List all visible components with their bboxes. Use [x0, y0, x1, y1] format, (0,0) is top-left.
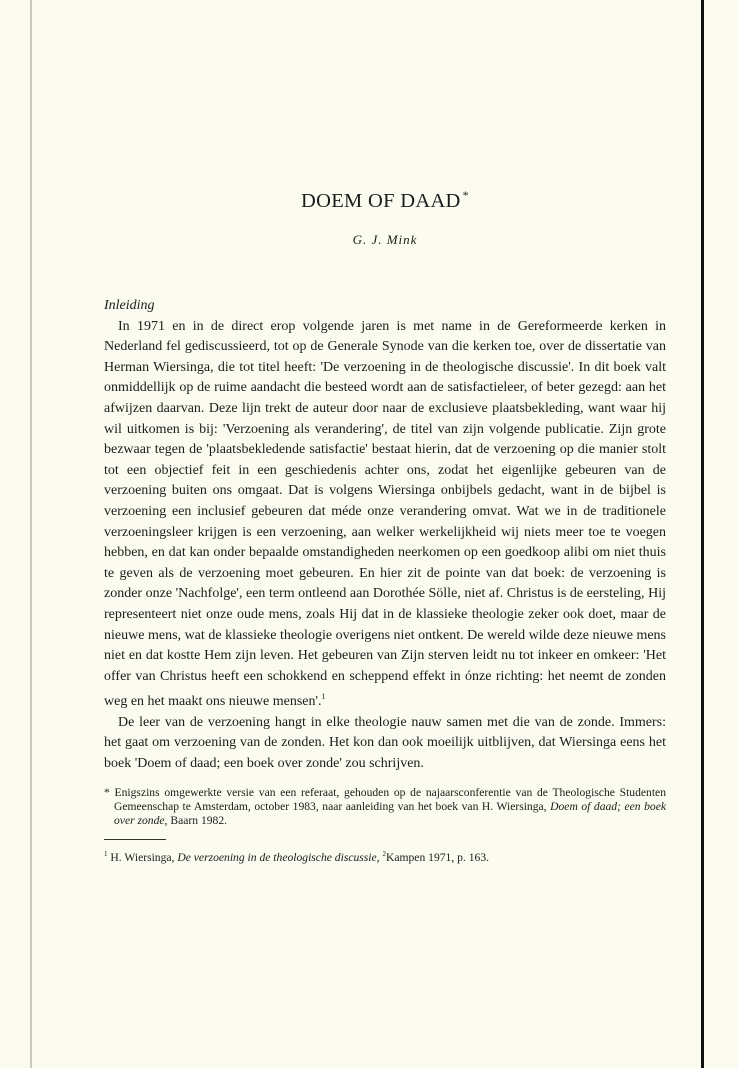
- footnote-edition: 2: [382, 850, 386, 859]
- footnote-number: 1: [104, 850, 108, 859]
- article-title: DOEM OF DAAD *: [301, 188, 469, 212]
- footnote-divider: [104, 839, 166, 840]
- footnote-ref-1: 1: [321, 692, 326, 702]
- footnote-1: $^1$ H. Wiersinga, De verzoening in de theologische discussie, $^2$Kampen 1971, p. 163.: [104, 850, 490, 865]
- document-page: [104, 188, 666, 865]
- title-footnote-mark: *: [462, 188, 469, 202]
- asterisk-note: * Enigszins omgewerkte versie van een referaat, gehouden op de najaarsconferentie van de Theologische Studenten Gemeenschap te Amsterdam, october 1983, naar aanleiding van het boek van H. Wiersinga, Doem of daad; een boek over zonde, Baarn 1982.: [104, 785, 666, 828]
- asterisk-note-book-title: Doem of daad; een boek over zonde,: [114, 799, 666, 828]
- asterisk-mark: *: [104, 785, 110, 799]
- section-heading: Inleiding: [104, 298, 155, 313]
- author-name: G. J. Mink: [352, 232, 418, 247]
- body-paragraph-2: De leer van de verzoening hangt in elke theologie nauw samen met die van de zonde. Immers: het gaat om verzoening van de zonden. Het kon dan ook moeilijk uitblijven, dat Wiersinga eens het boek 'Doem of daad; een boek over zonde' zou schrijven.: [104, 714, 666, 772]
- footnote-book-title: De verzoening in de theologische discussie,: [177, 851, 380, 865]
- page-right-edge: [701, 0, 704, 1068]
- body-paragraph-1: In 1971 en in de direct erop volgende jaren is met name in de Gereformeerde kerken in Nederland fel gediscussieerd, tot op de Generale Synode van die kerken toe, over de dissertatie van Herman Wiersinga, die tot titel heeft: 'De verzoening in de theologische discussie'. In dit boek valt onmiddellijk op de ruime aandacht die besteed wordt aan de satisfactieleer, of beter gezegd: aan het afwijzen daarvan. Deze lijn trekt de auteur door naar de exclusieve plaatsbekleding, want waar hij wil uitkomen is bij: 'Verzoening als verandering', de titel van zijn volgende publicatie. Zijn grote bezwaar tegen de 'plaatsbekledende satisfactie' bestaat hierin, dat de verzoening op die manier stolt tot een objectief feit in een geschiedenis achter ons, zodat het eigenlijke gebeuren van de verzoening buiten ons omgaat. Dat is volgens Wiersinga onbijbels gedacht, want in de bijbel is verzoening een inclusief gebeuren dat méde onze verandering omvat. Wat we in de traditionele verzoeningsleer krijgen is een verzoening, aan welker werkelijkheid wij niets meer toe te voegen hebben, en dat kan onder bepaalde omstandigheden neerkomen op een goedkoop alibi om niet thuis te geven als de verzoening moet gebeuren. En hier zit de pointe van dat boek: de verzoening is zonder onze 'Nachfolge', een term ontleend aan Dorothée Sölle, niet af. Christus is de eersteling, Hij representeert niet onze oude mens, zoals Hij dat in de klassieke theologie zeker ook doet, maar de nieuwe mens, wat de klassieke theologie overigens niet ontkent. De wereld wilde deze nieuwe mens niet en dat kostte Hem zijn leven. Het gebeuren van Zijn sterven leidt nu tot inkeer en omkeer: 'Het offer van Christus heeft een schokkend en scheppend effekt in ónze richting: het neemt de zonden weg en het maakt ons nieuwe mensen'.$^1$: [104, 318, 666, 710]
- page-left-edge: [30, 0, 32, 1068]
